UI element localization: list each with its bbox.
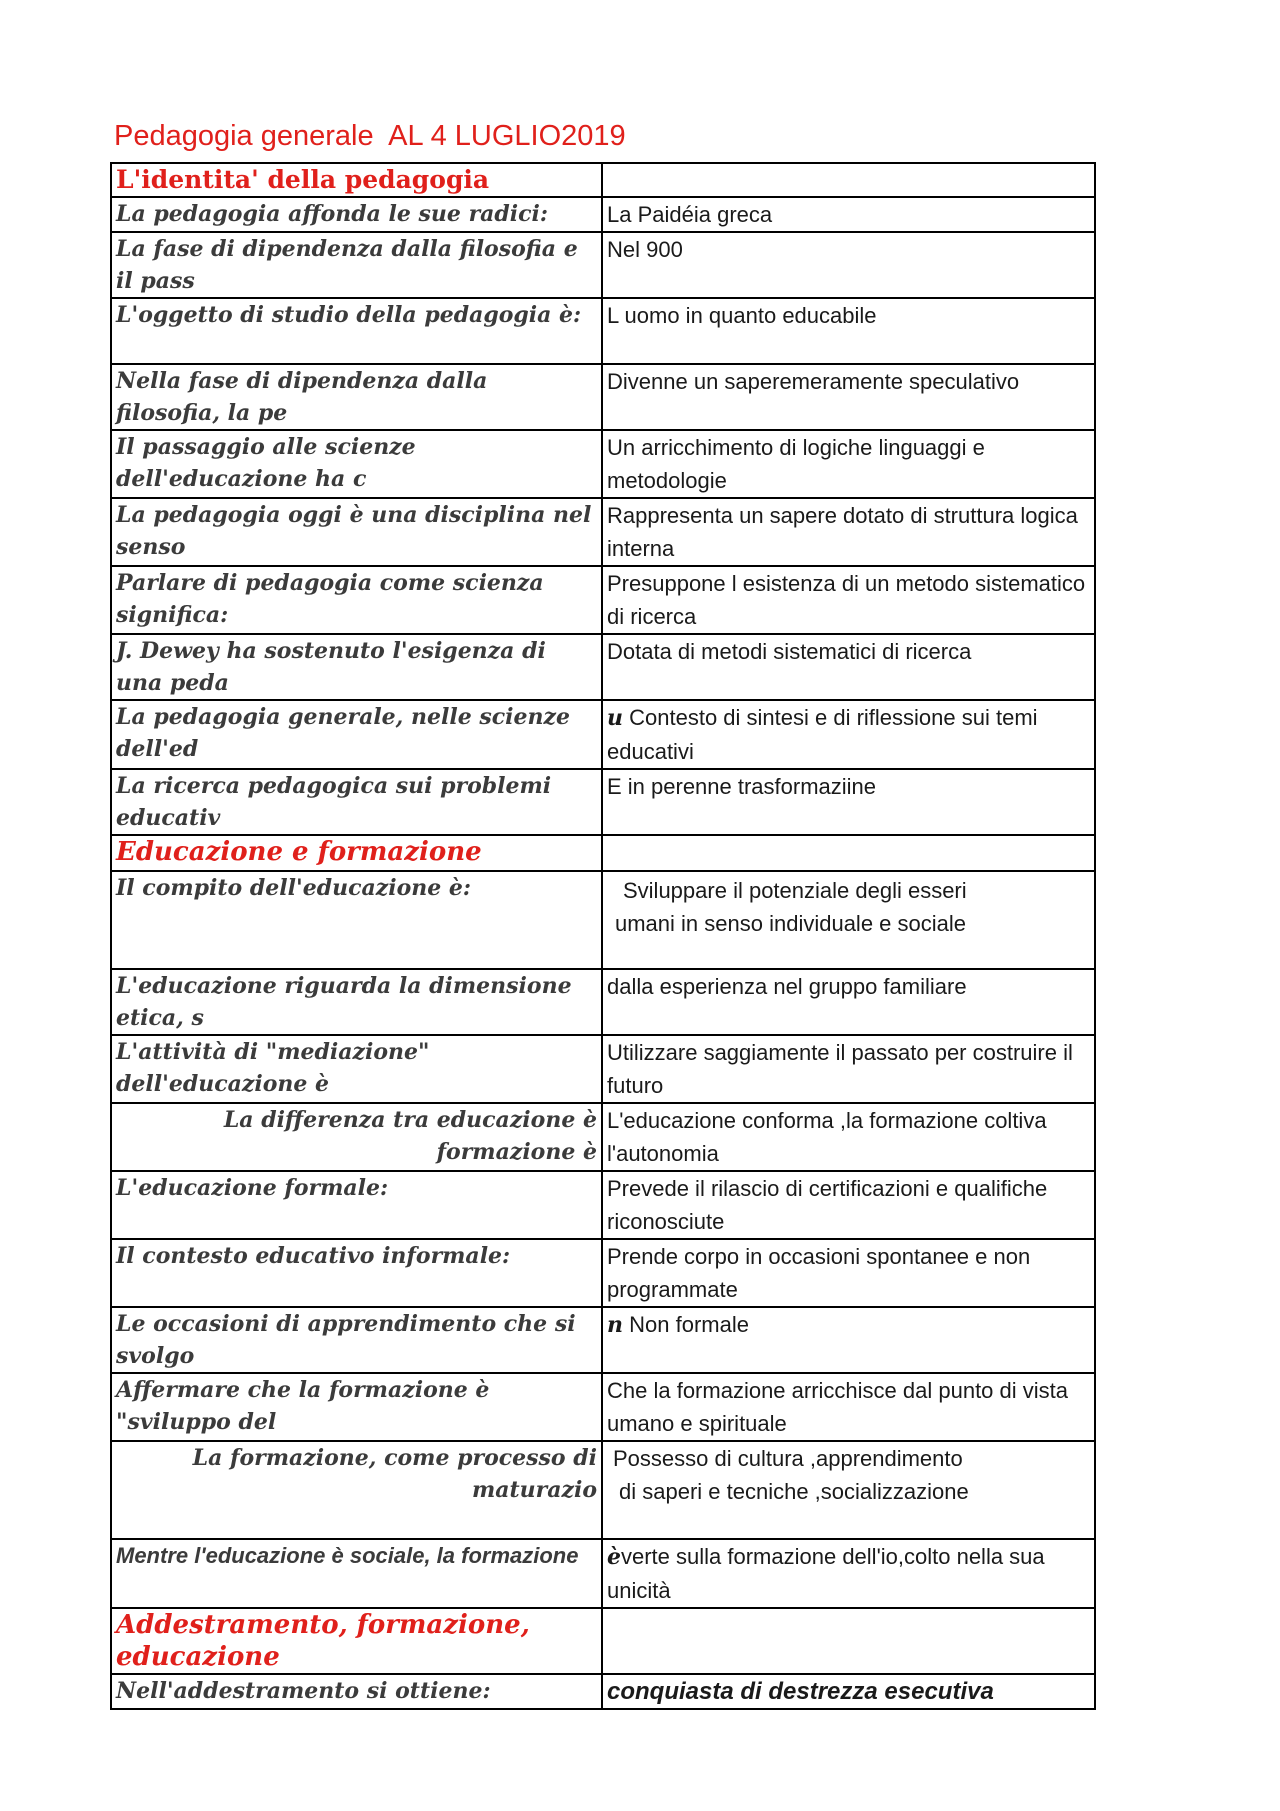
section-heading: Addestramento, formazione, educazione bbox=[111, 1608, 602, 1674]
table-row bbox=[111, 1035, 1095, 1103]
answer-line: umani in senso individuale e sociale bbox=[615, 911, 966, 936]
answer-cell: Rappresenta un sapere dotato di struttura logica interna bbox=[602, 498, 1095, 566]
answer-cell: L uomo in quanto educabile bbox=[602, 298, 1095, 364]
question-cell: L'attività di "mediazione" dell'educazione è bbox=[111, 1035, 602, 1103]
question-cell: La pedagogia oggi è una disciplina nel senso bbox=[111, 498, 602, 566]
answer-cell: Nel 900 bbox=[602, 232, 1095, 298]
question-cell: L'oggetto di studio della pedagogia è: bbox=[111, 298, 602, 364]
question-cell: Nella fase di dipendenza dalla filosofia, la pe bbox=[111, 364, 602, 430]
question-cell: Mentre l'educazione è sociale, la formazione bbox=[111, 1539, 602, 1608]
answer-cell: conquiasta di destrezza esecutiva bbox=[602, 1674, 1095, 1709]
question-cell: Le occasioni di apprendimento che si svolgo bbox=[111, 1307, 602, 1373]
question-cell: Il compito dell'educazione è: bbox=[111, 871, 602, 969]
section-header-row bbox=[111, 163, 1095, 197]
question-cell: Affermare che la formazione è "sviluppo del bbox=[111, 1373, 602, 1441]
question-cell: Parlare di pedagogia come scienza significa: bbox=[111, 566, 602, 634]
answer-cell bbox=[602, 1307, 1095, 1373]
table-row bbox=[111, 700, 1095, 769]
answer-text: verte sulla formazione dell'io,colto nella sua unicità bbox=[607, 1544, 1045, 1603]
table-row bbox=[111, 1373, 1095, 1441]
answer-cell: Dotata di metodi sistematici di ricerca bbox=[602, 634, 1095, 700]
answer-cell bbox=[602, 871, 1095, 969]
answer-cell bbox=[602, 1441, 1095, 1539]
empty-cell bbox=[602, 1608, 1095, 1674]
table-row bbox=[111, 769, 1095, 835]
question-cell: Il contesto educativo informale: bbox=[111, 1239, 602, 1307]
question-cell: La differenza tra educazione è formazione è bbox=[111, 1103, 602, 1171]
section-header-row bbox=[111, 1608, 1095, 1674]
answer-cell: Divenne un saperemeramente speculativo bbox=[602, 364, 1095, 430]
answer-cell: E in perenne trasformaziine bbox=[602, 769, 1095, 835]
table-row bbox=[111, 298, 1095, 364]
question-cell: La fase di dipendenza dalla filosofia e il pass bbox=[111, 232, 602, 298]
table-row bbox=[111, 197, 1095, 232]
answer-cell: Che la formazione arricchisce dal punto di vista umano e spirituale bbox=[602, 1373, 1095, 1441]
question-cell: La formazione, come processo di maturazio bbox=[111, 1441, 602, 1539]
question-cell: L'educazione formale: bbox=[111, 1171, 602, 1239]
answer-letter: u bbox=[607, 705, 623, 731]
answer-line: di saperi e tecniche ,socializzazione bbox=[619, 1479, 969, 1504]
answer-line: Sviluppare il potenziale degli esseri bbox=[623, 878, 967, 903]
answer-cell: Presuppone l esistenza di un metodo sistematico di ricerca bbox=[602, 566, 1095, 634]
table-row bbox=[111, 1441, 1095, 1539]
question-cell: La pedagogia affonda le sue radici: bbox=[111, 197, 602, 232]
answer-cell: La Paidéia greca bbox=[602, 197, 1095, 232]
table-row bbox=[111, 1239, 1095, 1307]
question-cell: L'educazione riguarda la dimensione etica, s bbox=[111, 969, 602, 1035]
answer-letter: n bbox=[607, 1312, 623, 1338]
empty-cell bbox=[602, 835, 1095, 871]
section-heading: L'identita' della pedagogia bbox=[111, 163, 602, 197]
qa-table bbox=[110, 162, 1096, 1710]
answer-text: Non formale bbox=[629, 1312, 749, 1337]
section-heading: Educazione e formazione bbox=[111, 835, 602, 871]
answer-cell bbox=[602, 700, 1095, 769]
answer-text: Contesto di sintesi e di riflessione sui temi educativi bbox=[607, 705, 1038, 764]
section-header-row bbox=[111, 835, 1095, 871]
table-row bbox=[111, 232, 1095, 298]
table-row bbox=[111, 1171, 1095, 1239]
answer-cell: Prevede il rilascio di certificazioni e qualifiche riconosciute bbox=[602, 1171, 1095, 1239]
answer-letter: è bbox=[607, 1544, 621, 1570]
table-row bbox=[111, 969, 1095, 1035]
question-cell: Nell'addestramento si ottiene: bbox=[111, 1674, 602, 1709]
question-cell: La ricerca pedagogica sui problemi educativ bbox=[111, 769, 602, 835]
answer-cell: dalla esperienza nel gruppo familiare bbox=[602, 969, 1095, 1035]
table-row bbox=[111, 1307, 1095, 1373]
table-row bbox=[111, 430, 1095, 498]
table-row bbox=[111, 566, 1095, 634]
answer-cell: L'educazione conforma ,la formazione coltiva l'autonomia bbox=[602, 1103, 1095, 1171]
answer-cell bbox=[602, 1539, 1095, 1608]
answer-cell: Un arricchimento di logiche linguaggi e metodologie bbox=[602, 430, 1095, 498]
table-row bbox=[111, 1103, 1095, 1171]
empty-cell bbox=[602, 163, 1095, 197]
question-cell: La pedagogia generale, nelle scienze dell'ed bbox=[111, 700, 602, 769]
page-title: Pedagogia generale AL 4 LUGLIO2019 bbox=[114, 120, 626, 152]
answer-cell: Utilizzare saggiamente il passato per costruire il futuro bbox=[602, 1035, 1095, 1103]
table-row bbox=[111, 1674, 1095, 1709]
answer-cell: Prende corpo in occasioni spontanee e non programmate bbox=[602, 1239, 1095, 1307]
table-row bbox=[111, 634, 1095, 700]
table-row bbox=[111, 364, 1095, 430]
table-row bbox=[111, 498, 1095, 566]
table-row bbox=[111, 871, 1095, 969]
answer-line: Possesso di cultura ,apprendimento bbox=[613, 1446, 963, 1471]
question-cell: Il passaggio alle scienze dell'educazione ha c bbox=[111, 430, 602, 498]
question-cell: J. Dewey ha sostenuto l'esigenza di una peda bbox=[111, 634, 602, 700]
table-row bbox=[111, 1539, 1095, 1608]
